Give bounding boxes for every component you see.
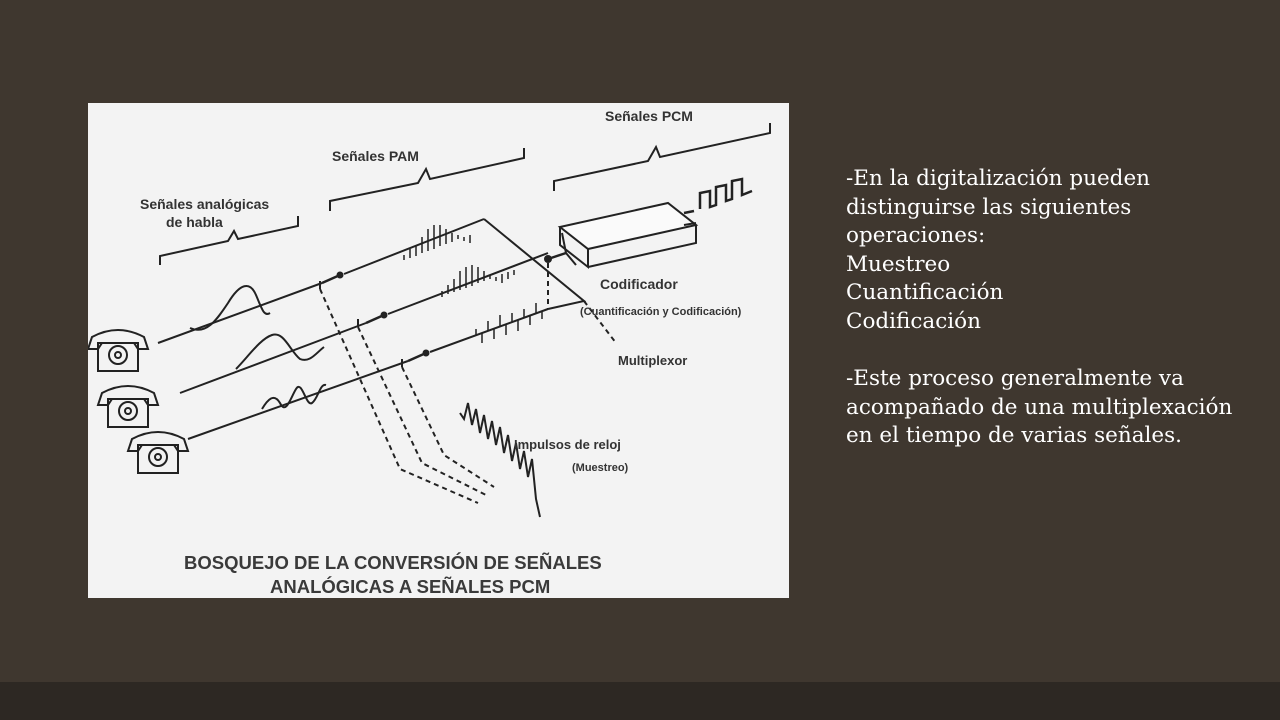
operation-item: Codificación [846,308,981,334]
pcm-conversion-diagram [88,103,789,598]
clock-label: Impulsos de reloj [514,437,621,452]
encoder-box [560,203,696,267]
pam-signals-label: Señales PAM [332,148,419,164]
signal-line-2 [180,323,366,393]
analog-wave-3 [262,385,326,409]
phone-icon-2 [98,386,158,427]
signal-line-3 [188,361,408,439]
description-text [846,165,1246,451]
pam-samples-1 [404,225,470,260]
pcm-signals-label: Señales PCM [605,108,693,124]
phone-icon-3 [128,432,188,473]
operation-item: Muestreo [846,251,951,277]
multiplexing-note: -Este proceso generalmente va acompañado de una multiplexación en el tiempo de varias señales. [846,366,1233,449]
analog-signals-label-1: Señales analógicas [140,196,270,212]
diagram-caption-line1: BOSQUEJO DE LA CONVERSIÓN DE SEÑALES [184,552,602,573]
encoder-label: Codificador [600,276,678,292]
analog-signals-label-2: de habla [166,214,223,230]
phone-icon-1 [88,330,148,371]
encoder-sublabel: (Cuantificación y Codificación) [580,306,742,318]
footer-bar [0,682,1280,720]
intro-text: -En la digitalización pueden distinguirse las siguientes operaciones: [846,166,1151,249]
multiplexer-label: Multiplexor [618,353,688,368]
analog-wave-1 [190,286,270,330]
clock-sublabel: (Muestreo) [572,462,629,474]
operation-item: Cuantificación [846,280,1004,306]
analog-wave-2 [236,334,324,369]
signal-line-1 [158,283,322,343]
diagram-caption-line2: ANALÓGICAS A SEÑALES PCM [270,576,551,597]
clock-pulses [460,403,540,517]
pcm-pulses [684,179,752,213]
pam-line-2 [388,253,548,314]
pam-line-1 [344,219,484,274]
